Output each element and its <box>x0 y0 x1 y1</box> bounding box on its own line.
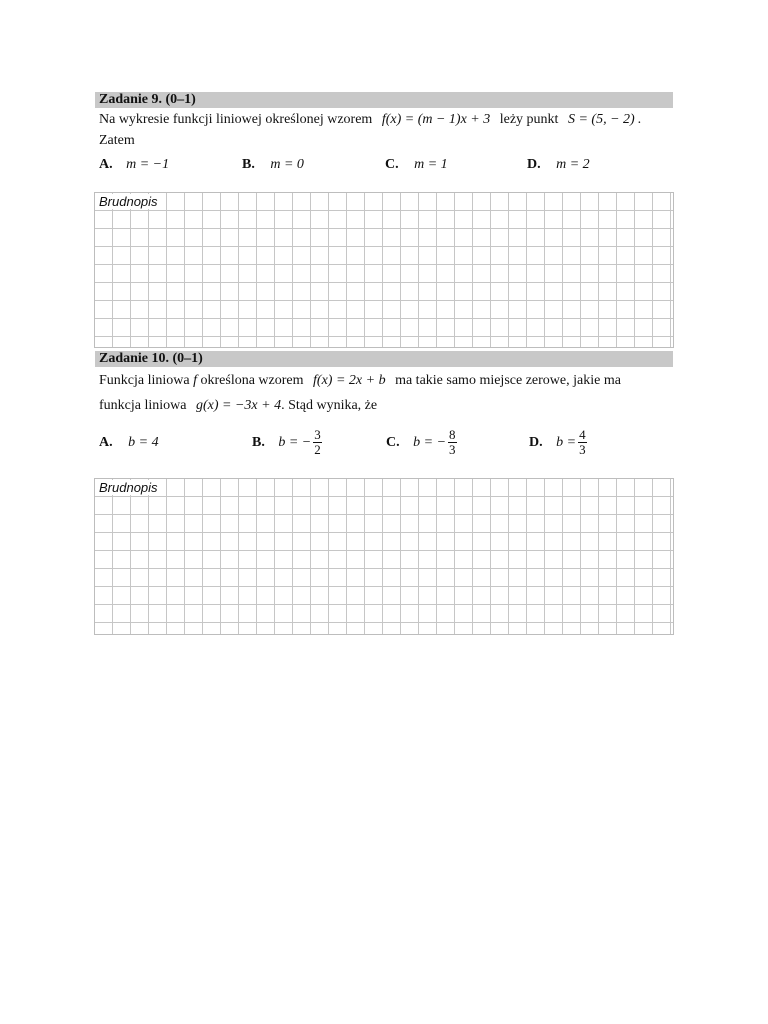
fraction-denominator: 3 <box>449 442 456 458</box>
option-prefix: b = − <box>278 435 312 450</box>
option-prefix: b = − <box>413 435 447 450</box>
option-label: A. <box>99 435 113 450</box>
fraction-denominator: 3 <box>579 442 586 458</box>
task-10-question-line-1 <box>99 372 621 390</box>
task-9-option-a[interactable] <box>99 156 169 174</box>
scratchpad-label: Brudnopis <box>99 194 161 209</box>
task-9-text-mid: leży punkt <box>499 112 559 127</box>
task-10-text-2: funkcja liniowa <box>99 398 187 413</box>
fraction-numerator: 4 <box>579 427 586 443</box>
option-fraction <box>448 428 457 457</box>
task-10-text: Funkcja liniowa <box>99 373 190 388</box>
task-9-question-line-1 <box>99 111 641 129</box>
task-10-option-a[interactable] <box>99 434 159 452</box>
task-9-question-line-2: Zatem <box>99 133 135 148</box>
option-label: C. <box>386 435 400 450</box>
task-10-text-mid: określona wzorem <box>200 373 304 388</box>
task-10-header: Zadanie 10. (0–1) <box>95 351 673 367</box>
task-10-formula-g: g(x) = −3x + 4 <box>195 398 282 413</box>
task-9-period: . <box>637 112 642 127</box>
option-label: B. <box>252 435 265 450</box>
option-prefix: b = <box>556 435 577 450</box>
option-label: D. <box>527 157 541 172</box>
task-10-formula-f: f(x) = 2x + b <box>313 373 386 388</box>
option-value: m = 2 <box>556 157 590 172</box>
task-9-point: S = (5, − 2) <box>567 112 635 127</box>
fraction-denominator: 2 <box>314 442 321 458</box>
option-label: C. <box>385 157 399 172</box>
task-10-question-line-2 <box>99 397 377 415</box>
option-label: A. <box>99 157 113 172</box>
task-9-option-d[interactable] <box>527 156 590 174</box>
fraction-numerator: 3 <box>314 427 321 443</box>
option-value: m = 0 <box>270 157 304 172</box>
option-label: B. <box>242 157 255 172</box>
task-9-scratchpad-grid[interactable] <box>94 192 674 348</box>
fraction-numerator: 8 <box>449 427 456 443</box>
task-9-formula: f(x) = (m − 1)x + 3 <box>381 112 491 127</box>
task-9-text: Na wykresie funkcji liniowej określonej wzorem <box>99 112 373 127</box>
task-9-header: Zadanie 9. (0–1) <box>95 92 673 108</box>
option-value: b = 4 <box>128 435 159 450</box>
task-10-function-name: f <box>193 373 197 388</box>
task-10-text-end: ma takie samo miejsce zerowe, jakie ma <box>395 373 621 388</box>
task-10-scratchpad-grid[interactable] <box>94 478 674 635</box>
option-value: m = −1 <box>126 157 170 172</box>
task-10-option-b[interactable] <box>252 425 322 461</box>
task-10-option-c[interactable] <box>386 425 457 461</box>
task-9-option-b[interactable] <box>242 156 304 174</box>
option-fraction <box>313 428 322 457</box>
task-9-option-c[interactable] <box>385 156 448 174</box>
task-10-option-d[interactable] <box>529 425 587 461</box>
option-value: m = 1 <box>414 157 448 172</box>
scratchpad-label: Brudnopis <box>99 480 161 495</box>
option-label: D. <box>529 435 543 450</box>
option-fraction <box>578 428 587 457</box>
task-10-text-2-end: . Stąd wynika, że <box>281 398 378 413</box>
